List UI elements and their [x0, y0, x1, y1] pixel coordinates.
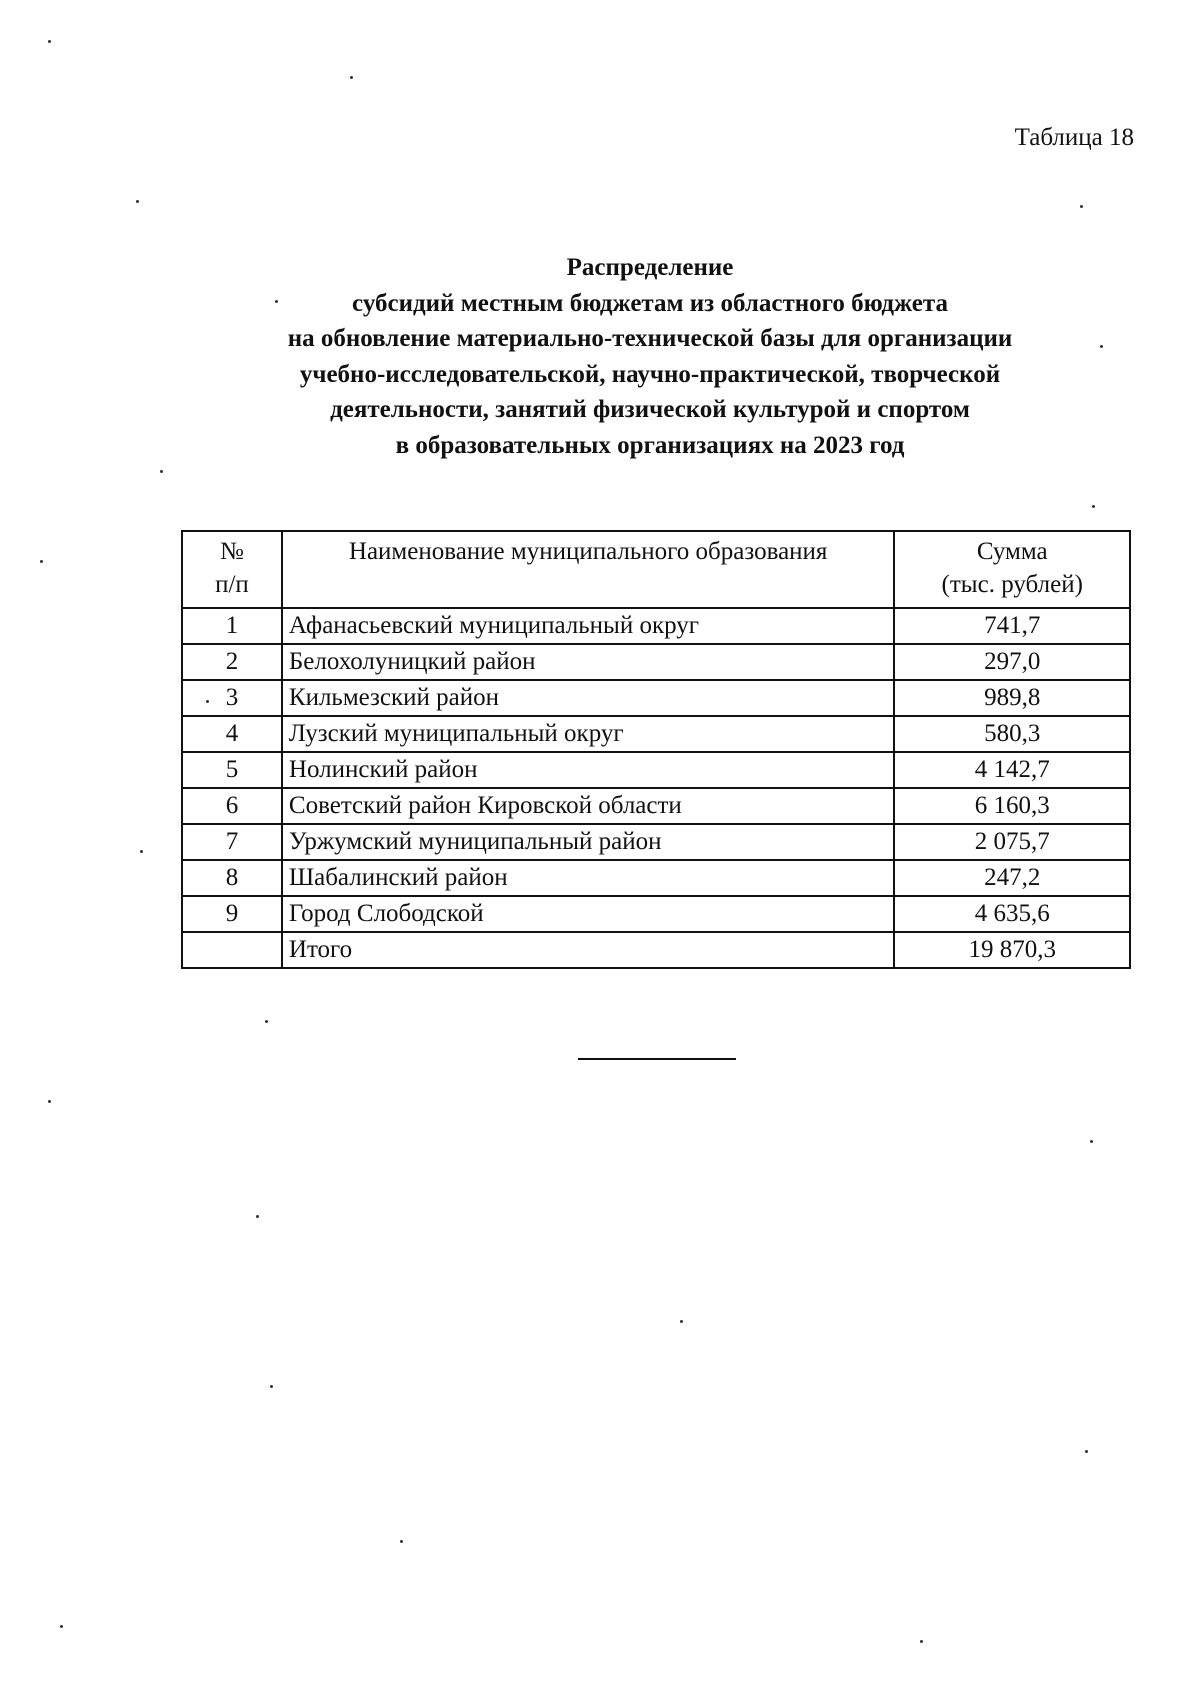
total-number	[182, 932, 282, 968]
subsidy-distribution-table	[181, 530, 1131, 969]
document-title	[150, 250, 1150, 463]
table-row	[182, 680, 1130, 716]
header-sum-line2: (тыс. рублей)	[941, 571, 1083, 598]
row-municipality: Белохолуницкий район	[282, 644, 895, 680]
scan-speck	[48, 40, 51, 43]
scan-speck	[48, 1100, 51, 1103]
table-total-row	[182, 932, 1130, 968]
scan-speck	[400, 1540, 403, 1543]
table-row	[182, 716, 1130, 752]
header-sum	[894, 531, 1130, 608]
scan-speck	[275, 300, 278, 303]
row-sum: 580,3	[894, 716, 1130, 752]
total-label: Итого	[282, 932, 895, 968]
row-number: 1	[182, 608, 282, 644]
table-number: Таблица 18	[1014, 124, 1134, 151]
row-municipality: Нолинский район	[282, 752, 895, 788]
row-sum: 4 142,7	[894, 752, 1130, 788]
total-sum: 19 870,3	[894, 932, 1130, 968]
scan-speck	[140, 850, 143, 853]
header-number-line1: №	[220, 538, 244, 565]
scan-speck	[256, 1215, 259, 1218]
row-municipality: Лузский муниципальный округ	[282, 716, 895, 752]
title-line: в образовательных организациях на 2023 год	[395, 431, 905, 459]
row-sum: 2 075,7	[894, 824, 1130, 860]
title-line: Распределение	[566, 254, 734, 281]
scan-speck	[40, 560, 43, 563]
row-number: 3	[182, 680, 282, 716]
row-municipality: Кильмезский район	[282, 680, 895, 716]
row-municipality: Афанасьевский муниципальный округ	[282, 608, 895, 644]
row-number: 2	[182, 644, 282, 680]
header-name	[282, 531, 895, 608]
row-municipality: Шабалинский район	[282, 860, 895, 896]
scan-speck	[1085, 1450, 1088, 1453]
header-number-line2: п/п	[215, 571, 249, 598]
scan-speck	[1092, 505, 1095, 508]
row-number: 4	[182, 716, 282, 752]
scan-speck	[270, 1385, 273, 1388]
end-rule	[578, 1058, 736, 1060]
table-row	[182, 608, 1130, 644]
table-row	[182, 824, 1130, 860]
row-number: 9	[182, 896, 282, 932]
row-municipality: Город Слободской	[282, 896, 895, 932]
row-number: 5	[182, 752, 282, 788]
table-row	[182, 644, 1130, 680]
title-line: деятельности, занятий физической культурой и спортом	[330, 396, 970, 423]
table-row	[182, 788, 1130, 824]
row-sum: 6 160,3	[894, 788, 1130, 824]
scan-speck	[1090, 1140, 1093, 1143]
title-line: на обновление материально-технической базы для организации	[287, 325, 1013, 352]
header-name-text: Наименование муниципального образования	[348, 538, 828, 565]
row-sum: 247,2	[894, 860, 1130, 896]
row-number: 6	[182, 788, 282, 824]
scan-speck	[160, 470, 163, 473]
row-sum: 741,7	[894, 608, 1130, 644]
scan-speck	[350, 76, 353, 79]
row-sum: 297,0	[894, 644, 1130, 680]
header-number	[182, 531, 282, 608]
title-line: субсидий местным бюджетам из областного бюджета	[352, 289, 948, 317]
table-row	[182, 860, 1130, 896]
row-number: 7	[182, 824, 282, 860]
scan-speck	[680, 1320, 683, 1323]
scan-speck	[60, 1625, 63, 1628]
scan-speck	[1100, 345, 1103, 348]
scan-speck	[920, 1640, 923, 1643]
header-sum-line1: Сумма	[976, 538, 1048, 565]
table-row	[182, 896, 1130, 932]
scan-speck	[1080, 205, 1083, 208]
table-row	[182, 752, 1130, 788]
row-number: 8	[182, 860, 282, 896]
scan-speck	[206, 700, 209, 703]
row-municipality: Уржумский муниципальный район	[282, 824, 895, 860]
scan-speck	[136, 200, 139, 203]
row-sum: 4 635,6	[894, 896, 1130, 932]
row-municipality: Советский район Кировской области	[282, 788, 895, 824]
scan-speck	[265, 1020, 268, 1023]
title-line: учебно-исследовательской, научно-практической, творческой	[299, 360, 1001, 388]
row-sum: 989,8	[894, 680, 1130, 716]
table-header-row	[182, 531, 1130, 608]
